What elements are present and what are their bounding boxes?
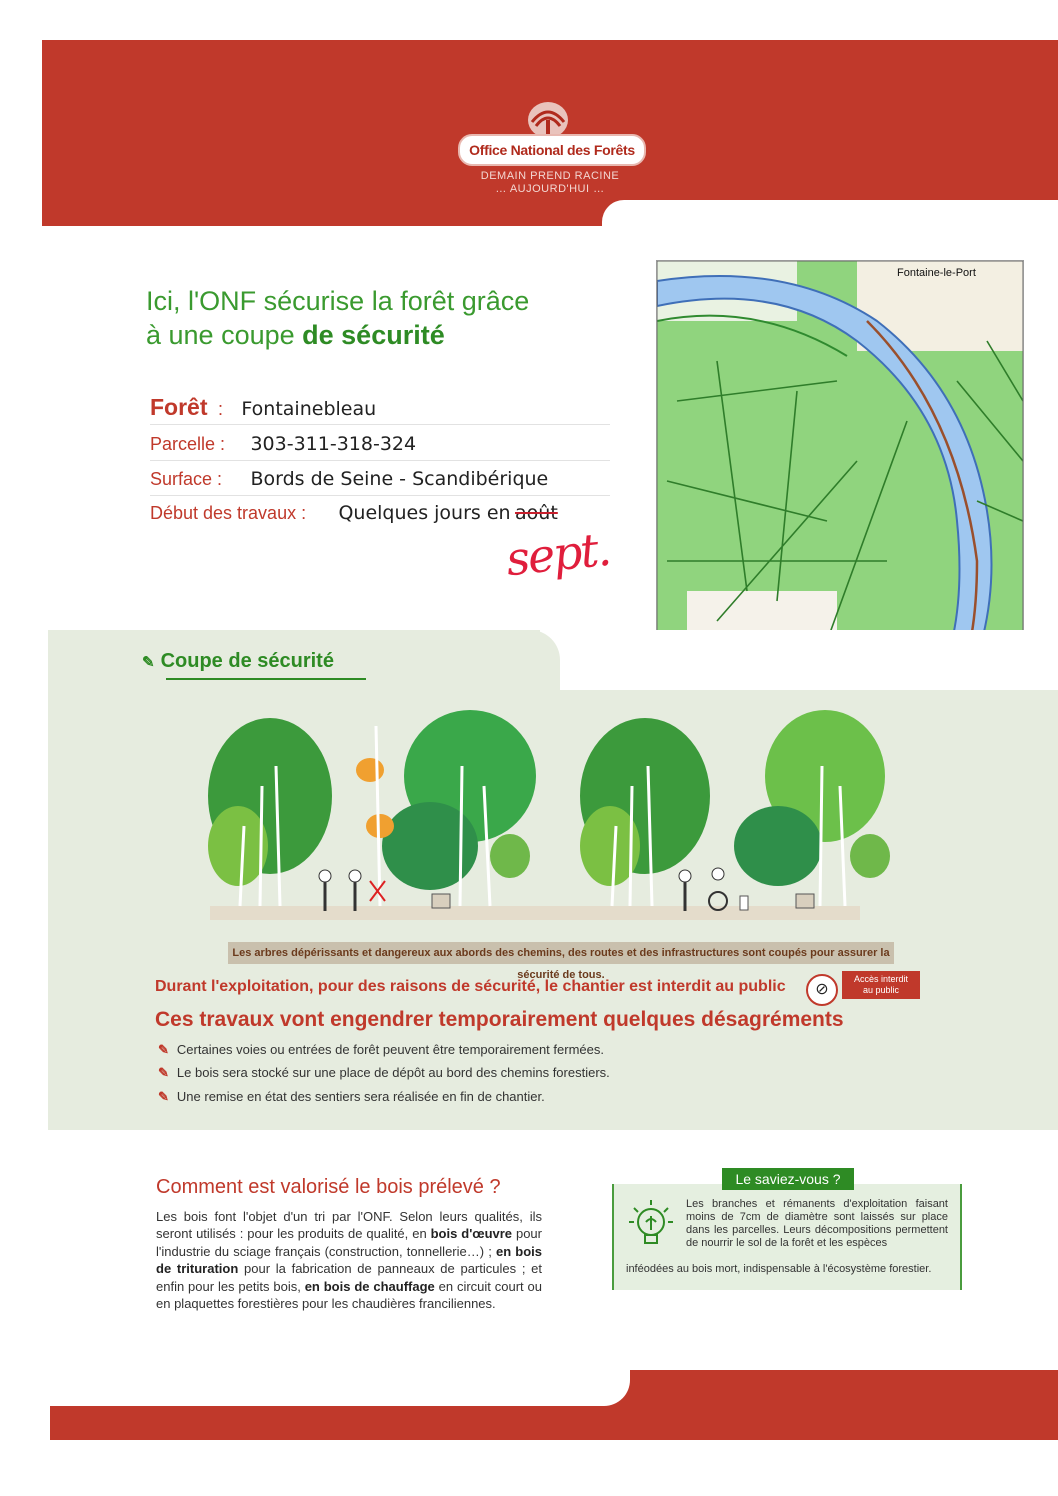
divider — [150, 460, 610, 461]
section-heading-text: Coupe de sécurité — [160, 650, 334, 672]
access-badge-line-2: au public — [862, 985, 900, 995]
surface-row — [150, 468, 548, 490]
parcelle-label: Parcelle : — [150, 434, 226, 454]
valorisation-bold-3: en bois de chauffage — [304, 1278, 435, 1294]
surface-value: Bords de Seine - Scandibérique — [250, 468, 549, 490]
map-place-label: Fontaine-le-Port — [897, 267, 976, 279]
section-underline — [166, 678, 366, 680]
forest-illustration — [200, 706, 900, 941]
page-title-line-2 — [146, 318, 666, 352]
bullet-icon: ✎ — [158, 1065, 169, 1080]
foret-sep: : — [217, 399, 223, 419]
bullet-text: Le bois sera stocké sur une place de dépôt au bord des chemins forestiers. — [176, 1065, 610, 1080]
valorisation-bold-1: bois d'œuvre — [430, 1226, 513, 1242]
foret-label: Forêt — [150, 394, 208, 420]
debut-value: Quelques jours en — [338, 502, 511, 524]
valorisation-title: Comment est valorisé le bois prélevé ? — [156, 1176, 501, 1198]
list-item — [158, 1042, 604, 1058]
bullet-text: Certaines voies ou entrées de forêt peuvent être temporairement fermées. — [176, 1042, 604, 1057]
valorisation-bold-2: en bois de trituration — [156, 1243, 542, 1277]
debut-label: Début des travaux : — [150, 503, 307, 523]
bullet-icon: ✎ — [158, 1089, 169, 1104]
valorisation-body — [156, 1208, 542, 1312]
foret-row — [150, 394, 376, 421]
foret-value: Fontainebleau — [241, 398, 377, 420]
valorisation-text-4: en circuit court ou en plaquettes forestières pour les chaudières franciliennes. — [156, 1278, 542, 1312]
valorisation-text-1: Les bois font l'objet d'un tri par l'ONF. Selon leurs qualités, ils seront utilisés : pour les produits de qualité, en — [156, 1209, 542, 1242]
onf-logo-icon — [518, 98, 578, 138]
divider — [150, 495, 610, 496]
access-badge-line-1: Accès interdit — [853, 974, 909, 984]
parcelle-value: 303-311-318-324 — [250, 433, 417, 455]
bullet-text: Une remise en état des sentiers sera réalisée en fin de chantier. — [176, 1089, 545, 1104]
did-you-know-tab: Le saviez-vous ? — [722, 1168, 854, 1190]
page-title-line-1: Ici, l'ONF sécurise la forêt grâce — [146, 286, 530, 316]
access-forbidden-badge — [842, 971, 920, 999]
illustration-caption: Les arbres dépérissants et dangereux aux abords des chemins, des routes et des infrastructures sont coupés pour assurer la sécurité de tous. — [228, 942, 894, 964]
warning-line: Durant l'exploitation, pour des raisons de sécurité, le chantier est interdit au public — [155, 978, 786, 995]
title-bold: de sécurité — [302, 320, 445, 350]
lightbulb-icon — [626, 1196, 676, 1256]
panel-notch-edge — [440, 630, 560, 690]
title-prefix: à une coupe — [146, 320, 295, 350]
valorisation-text-2: pour l'industrie du sciage français (construction, tonnellerie…) ; — [156, 1226, 542, 1259]
valorisation-text-3: pour la fabrication de panneaux de particules ; et enfin pour les petits bois, — [156, 1261, 542, 1294]
bullet-icon: ✎ — [158, 1042, 169, 1057]
list-item — [158, 1065, 610, 1081]
section-heading — [142, 650, 334, 673]
location-map — [656, 260, 1024, 686]
footer-band — [50, 1370, 1058, 1440]
slogan — [440, 170, 660, 196]
map-graphic — [657, 261, 1023, 685]
divider — [150, 424, 610, 425]
slogan-line-2: … AUJOURD'HUI … — [495, 183, 605, 195]
did-you-know-text-end: inféodées au bois mort, indispensable à l'écosystème forestier. — [626, 1263, 932, 1275]
no-pedestrian-icon: ⊘ — [806, 974, 838, 1006]
leaf-bullet-icon: ✎ — [142, 654, 155, 671]
debut-struck-month: août — [515, 502, 558, 524]
handwritten-month: sept. — [503, 521, 612, 587]
panel-notch — [540, 630, 1058, 690]
onf-logo-text: Office National des Forêts — [458, 134, 646, 166]
parcelle-row — [150, 433, 416, 455]
inconvenience-heading: Ces travaux vont engendrer temporairement quelques désagréments — [155, 1008, 844, 1031]
debut-row — [150, 502, 558, 524]
list-item — [158, 1089, 545, 1105]
slogan-line-1: DEMAIN PREND RACINE — [480, 170, 620, 182]
surface-label: Surface : — [150, 469, 223, 489]
did-you-know-text: Les branches et rémanents d'exploitation faisant moins de 7cm de diamètre sont laissés sur place dans les parcelles. Leurs décompositions permettent de nourrir le sol de la forêt et les espèces — [686, 1198, 948, 1249]
